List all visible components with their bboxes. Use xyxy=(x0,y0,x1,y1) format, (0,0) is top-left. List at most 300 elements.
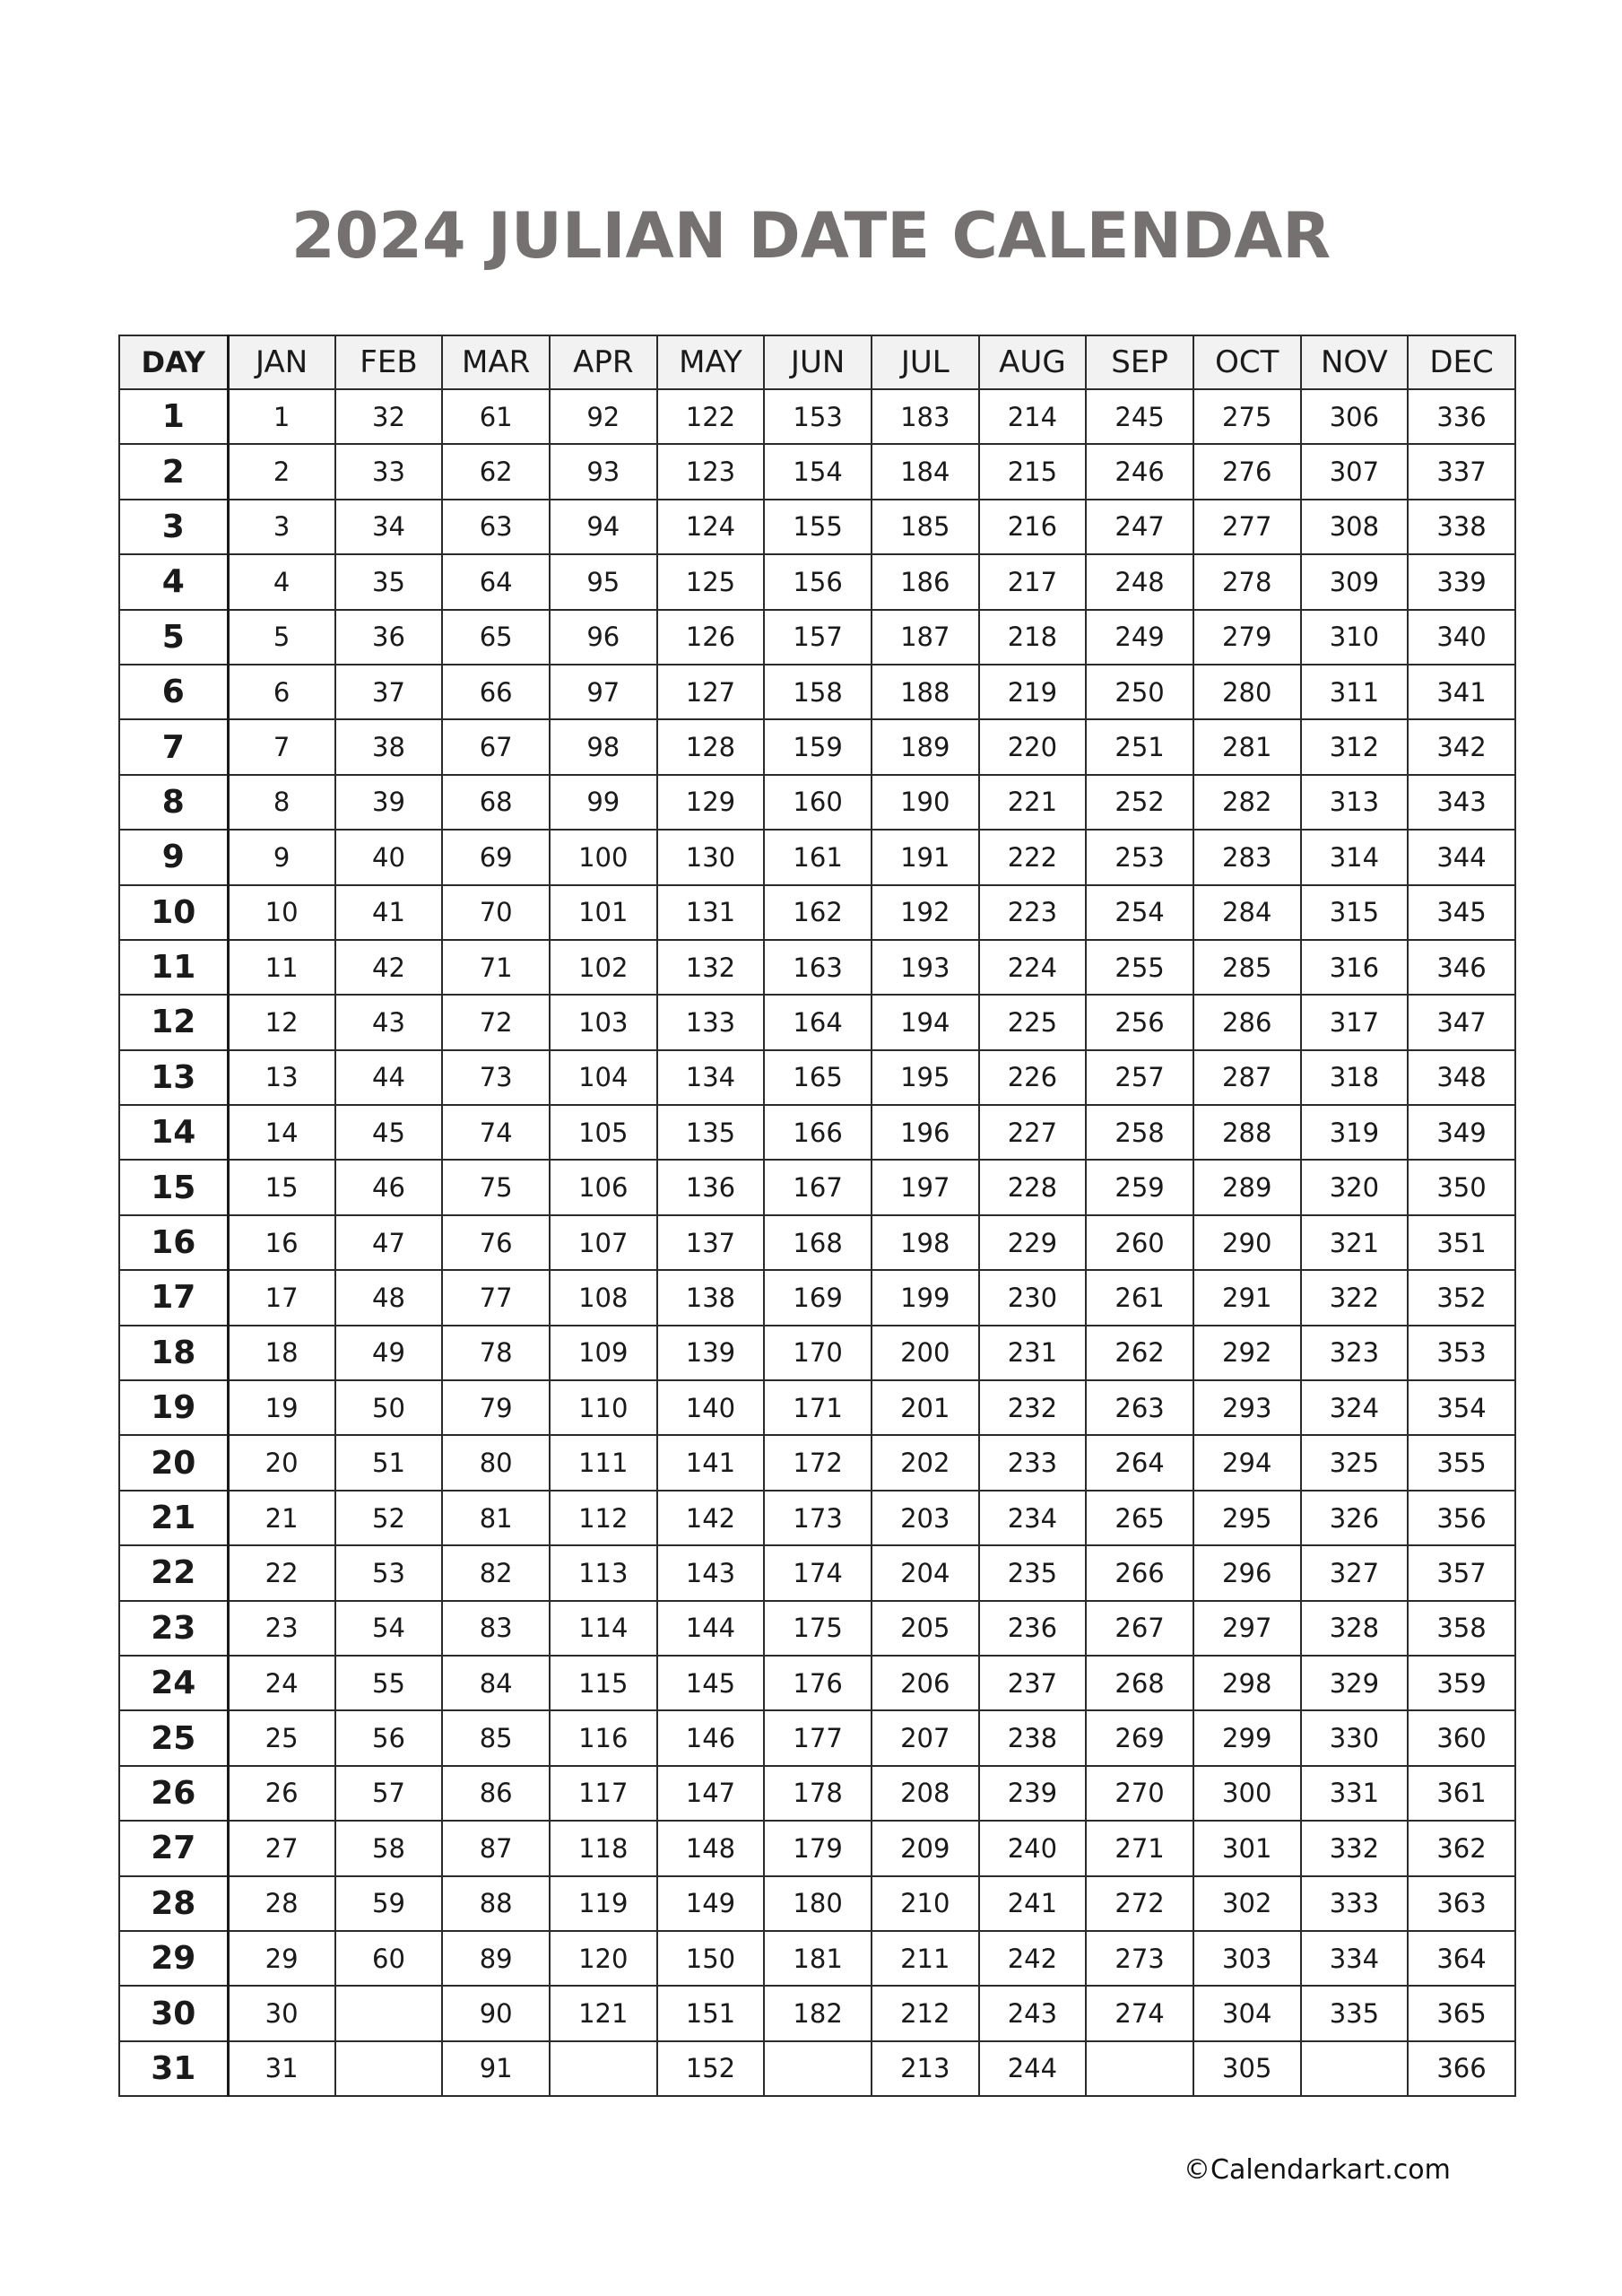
julian-cell: 62 xyxy=(442,444,550,499)
julian-cell: 327 xyxy=(1301,1545,1409,1600)
day-number: 26 xyxy=(119,1766,228,1821)
julian-cell: 82 xyxy=(442,1545,550,1600)
julian-cell: 208 xyxy=(872,1766,979,1821)
julian-cell: 196 xyxy=(872,1105,979,1160)
julian-cell: 286 xyxy=(1193,995,1301,1049)
julian-cell: 240 xyxy=(979,1821,1087,1875)
julian-cell: 129 xyxy=(657,775,765,830)
julian-cell: 170 xyxy=(764,1326,872,1380)
julian-cell: 61 xyxy=(442,389,550,444)
julian-cell: 232 xyxy=(979,1380,1087,1435)
julian-cell: 107 xyxy=(550,1215,657,1270)
julian-date-table xyxy=(118,335,1516,2097)
julian-cell: 210 xyxy=(872,1876,979,1931)
table-row xyxy=(119,1160,1515,1214)
julian-cell: 1 xyxy=(228,389,335,444)
julian-cell: 266 xyxy=(1086,1545,1193,1600)
julian-cell: 167 xyxy=(764,1160,872,1214)
day-number: 1 xyxy=(119,389,228,444)
julian-cell: 321 xyxy=(1301,1215,1409,1270)
julian-cell: 115 xyxy=(550,1656,657,1710)
julian-cell: 171 xyxy=(764,1380,872,1435)
julian-cell: 41 xyxy=(335,885,443,940)
month-header-aug: AUG xyxy=(979,335,1087,389)
julian-cell: 99 xyxy=(550,775,657,830)
table-row xyxy=(119,1435,1515,1490)
julian-cell: 118 xyxy=(550,1821,657,1875)
julian-cell: 326 xyxy=(1301,1491,1409,1545)
julian-cell: 300 xyxy=(1193,1766,1301,1821)
julian-cell: 291 xyxy=(1193,1270,1301,1325)
julian-cell: 68 xyxy=(442,775,550,830)
julian-cell: 27 xyxy=(228,1821,335,1875)
julian-cell: 254 xyxy=(1086,885,1193,940)
julian-cell: 241 xyxy=(979,1876,1087,1931)
julian-cell: 166 xyxy=(764,1105,872,1160)
table-row xyxy=(119,444,1515,499)
julian-cell: 145 xyxy=(657,1656,765,1710)
julian-cell: 332 xyxy=(1301,1821,1409,1875)
julian-cell: 91 xyxy=(442,2041,550,2096)
julian-cell: 219 xyxy=(979,665,1087,719)
julian-cell: 352 xyxy=(1408,1270,1515,1325)
julian-cell: 285 xyxy=(1193,940,1301,995)
table-row xyxy=(119,885,1515,940)
julian-cell: 112 xyxy=(550,1491,657,1545)
day-number: 16 xyxy=(119,1215,228,1270)
julian-cell: 318 xyxy=(1301,1050,1409,1105)
julian-cell: 313 xyxy=(1301,775,1409,830)
julian-cell: 42 xyxy=(335,940,443,995)
julian-cell: 132 xyxy=(657,940,765,995)
julian-cell: 165 xyxy=(764,1050,872,1105)
day-number: 13 xyxy=(119,1050,228,1105)
julian-cell: 269 xyxy=(1086,1710,1193,1765)
julian-cell: 152 xyxy=(657,2041,765,2096)
table-row xyxy=(119,1931,1515,1986)
julian-cell: 298 xyxy=(1193,1656,1301,1710)
julian-cell: 119 xyxy=(550,1876,657,1931)
julian-cell: 252 xyxy=(1086,775,1193,830)
julian-cell: 243 xyxy=(979,1986,1087,2040)
table-row xyxy=(119,554,1515,609)
julian-cell: 223 xyxy=(979,885,1087,940)
julian-cell: 20 xyxy=(228,1435,335,1490)
table-row xyxy=(119,1710,1515,1765)
julian-cell: 151 xyxy=(657,1986,765,2040)
julian-cell: 273 xyxy=(1086,1931,1193,1986)
julian-cell: 52 xyxy=(335,1491,443,1545)
julian-cell: 182 xyxy=(764,1986,872,2040)
julian-cell xyxy=(335,1986,443,2040)
julian-cell: 150 xyxy=(657,1931,765,1986)
julian-cell: 180 xyxy=(764,1876,872,1931)
julian-cell: 56 xyxy=(335,1710,443,1765)
julian-cell: 364 xyxy=(1408,1931,1515,1986)
table-row xyxy=(119,940,1515,995)
julian-cell: 312 xyxy=(1301,719,1409,774)
julian-cell: 319 xyxy=(1301,1105,1409,1160)
day-number: 19 xyxy=(119,1380,228,1435)
julian-cell: 81 xyxy=(442,1491,550,1545)
julian-cell: 79 xyxy=(442,1380,550,1435)
julian-cell: 366 xyxy=(1408,2041,1515,2096)
julian-cell: 90 xyxy=(442,1986,550,2040)
julian-cell: 116 xyxy=(550,1710,657,1765)
julian-cell: 365 xyxy=(1408,1986,1515,2040)
julian-cell: 301 xyxy=(1193,1821,1301,1875)
julian-cell: 163 xyxy=(764,940,872,995)
table-row xyxy=(119,719,1515,774)
month-header-dec: DEC xyxy=(1408,335,1515,389)
julian-cell: 80 xyxy=(442,1435,550,1490)
julian-cell: 302 xyxy=(1193,1876,1301,1931)
julian-cell: 360 xyxy=(1408,1710,1515,1765)
julian-cell: 278 xyxy=(1193,554,1301,609)
julian-cell: 250 xyxy=(1086,665,1193,719)
julian-cell: 304 xyxy=(1193,1986,1301,2040)
julian-cell: 89 xyxy=(442,1931,550,1986)
table-body xyxy=(119,389,1515,2096)
julian-cell: 184 xyxy=(872,444,979,499)
copyright-footer: ©Calendarkart.com xyxy=(1184,2154,1451,2186)
julian-cell: 261 xyxy=(1086,1270,1193,1325)
julian-cell: 108 xyxy=(550,1270,657,1325)
julian-cell: 253 xyxy=(1086,830,1193,884)
julian-cell: 215 xyxy=(979,444,1087,499)
julian-cell: 173 xyxy=(764,1491,872,1545)
day-number: 4 xyxy=(119,554,228,609)
julian-cell: 45 xyxy=(335,1105,443,1160)
julian-cell: 283 xyxy=(1193,830,1301,884)
day-number: 2 xyxy=(119,444,228,499)
julian-cell: 126 xyxy=(657,610,765,665)
julian-cell: 230 xyxy=(979,1270,1087,1325)
table-row xyxy=(119,1491,1515,1545)
day-number: 12 xyxy=(119,995,228,1049)
julian-cell: 320 xyxy=(1301,1160,1409,1214)
julian-cell: 177 xyxy=(764,1710,872,1765)
julian-cell: 263 xyxy=(1086,1380,1193,1435)
julian-cell: 22 xyxy=(228,1545,335,1600)
julian-cell: 159 xyxy=(764,719,872,774)
julian-cell: 262 xyxy=(1086,1326,1193,1380)
julian-cell: 290 xyxy=(1193,1215,1301,1270)
julian-cell: 146 xyxy=(657,1710,765,1765)
table-row xyxy=(119,1986,1515,2040)
julian-cell: 178 xyxy=(764,1766,872,1821)
julian-cell: 225 xyxy=(979,995,1087,1049)
julian-cell: 303 xyxy=(1193,1931,1301,1986)
julian-cell: 324 xyxy=(1301,1380,1409,1435)
julian-cell: 260 xyxy=(1086,1215,1193,1270)
julian-cell: 100 xyxy=(550,830,657,884)
day-number: 9 xyxy=(119,830,228,884)
julian-cell: 94 xyxy=(550,500,657,554)
julian-cell: 200 xyxy=(872,1326,979,1380)
julian-cell: 86 xyxy=(442,1766,550,1821)
julian-cell: 148 xyxy=(657,1821,765,1875)
day-number: 11 xyxy=(119,940,228,995)
table-row xyxy=(119,665,1515,719)
julian-cell: 338 xyxy=(1408,500,1515,554)
julian-cell: 359 xyxy=(1408,1656,1515,1710)
julian-cell: 33 xyxy=(335,444,443,499)
julian-cell: 249 xyxy=(1086,610,1193,665)
julian-cell: 212 xyxy=(872,1986,979,2040)
julian-cell: 279 xyxy=(1193,610,1301,665)
julian-cell: 271 xyxy=(1086,1821,1193,1875)
julian-cell: 158 xyxy=(764,665,872,719)
table-row xyxy=(119,2041,1515,2096)
julian-cell: 306 xyxy=(1301,389,1409,444)
julian-cell: 280 xyxy=(1193,665,1301,719)
julian-cell: 55 xyxy=(335,1656,443,1710)
julian-cell: 24 xyxy=(228,1656,335,1710)
table-row xyxy=(119,1380,1515,1435)
julian-cell: 272 xyxy=(1086,1876,1193,1931)
table-row xyxy=(119,1545,1515,1600)
julian-cell: 85 xyxy=(442,1710,550,1765)
julian-cell: 25 xyxy=(228,1710,335,1765)
julian-cell: 54 xyxy=(335,1601,443,1656)
month-header-oct: OCT xyxy=(1193,335,1301,389)
julian-cell: 19 xyxy=(228,1380,335,1435)
julian-cell: 239 xyxy=(979,1766,1087,1821)
julian-cell: 105 xyxy=(550,1105,657,1160)
table-header-row xyxy=(119,335,1515,389)
julian-cell: 307 xyxy=(1301,444,1409,499)
julian-cell: 155 xyxy=(764,500,872,554)
julian-cell: 211 xyxy=(872,1931,979,1986)
table-row xyxy=(119,1105,1515,1160)
julian-cell xyxy=(335,2041,443,2096)
julian-cell: 218 xyxy=(979,610,1087,665)
julian-cell: 130 xyxy=(657,830,765,884)
julian-cell: 270 xyxy=(1086,1766,1193,1821)
julian-cell: 174 xyxy=(764,1545,872,1600)
julian-cell: 38 xyxy=(335,719,443,774)
julian-cell: 299 xyxy=(1193,1710,1301,1765)
julian-cell: 53 xyxy=(335,1545,443,1600)
julian-cell: 323 xyxy=(1301,1326,1409,1380)
julian-cell: 65 xyxy=(442,610,550,665)
julian-cell: 346 xyxy=(1408,940,1515,995)
julian-cell: 103 xyxy=(550,995,657,1049)
julian-cell: 13 xyxy=(228,1050,335,1105)
julian-cell: 58 xyxy=(335,1821,443,1875)
julian-cell: 43 xyxy=(335,995,443,1049)
julian-cell: 202 xyxy=(872,1435,979,1490)
julian-cell: 294 xyxy=(1193,1435,1301,1490)
julian-cell: 131 xyxy=(657,885,765,940)
julian-cell: 282 xyxy=(1193,775,1301,830)
julian-cell: 356 xyxy=(1408,1491,1515,1545)
julian-cell: 345 xyxy=(1408,885,1515,940)
julian-cell: 355 xyxy=(1408,1435,1515,1490)
julian-cell: 75 xyxy=(442,1160,550,1214)
julian-cell: 267 xyxy=(1086,1601,1193,1656)
julian-cell: 334 xyxy=(1301,1931,1409,1986)
julian-cell: 248 xyxy=(1086,554,1193,609)
julian-cell: 268 xyxy=(1086,1656,1193,1710)
julian-cell: 213 xyxy=(872,2041,979,2096)
day-number: 10 xyxy=(119,885,228,940)
julian-cell: 12 xyxy=(228,995,335,1049)
julian-cell: 162 xyxy=(764,885,872,940)
julian-cell: 15 xyxy=(228,1160,335,1214)
julian-cell: 67 xyxy=(442,719,550,774)
day-number: 20 xyxy=(119,1435,228,1490)
julian-cell: 47 xyxy=(335,1215,443,1270)
julian-cell: 120 xyxy=(550,1931,657,1986)
julian-cell: 293 xyxy=(1193,1380,1301,1435)
page-title: 2024 JULIAN DATE CALENDAR xyxy=(291,199,1331,273)
julian-cell: 164 xyxy=(764,995,872,1049)
julian-cell: 93 xyxy=(550,444,657,499)
julian-cell: 361 xyxy=(1408,1766,1515,1821)
julian-cell: 31 xyxy=(228,2041,335,2096)
month-header-may: MAY xyxy=(657,335,765,389)
julian-cell: 87 xyxy=(442,1821,550,1875)
julian-cell: 8 xyxy=(228,775,335,830)
julian-cell: 186 xyxy=(872,554,979,609)
table-row xyxy=(119,1656,1515,1710)
julian-cell: 84 xyxy=(442,1656,550,1710)
julian-cell: 70 xyxy=(442,885,550,940)
julian-cell: 50 xyxy=(335,1380,443,1435)
julian-cell: 325 xyxy=(1301,1435,1409,1490)
month-header-feb: FEB xyxy=(335,335,443,389)
table-row xyxy=(119,1821,1515,1875)
day-number: 17 xyxy=(119,1270,228,1325)
table-row xyxy=(119,1766,1515,1821)
julian-cell: 341 xyxy=(1408,665,1515,719)
julian-cell: 144 xyxy=(657,1601,765,1656)
julian-cell: 21 xyxy=(228,1491,335,1545)
julian-cell: 335 xyxy=(1301,1986,1409,2040)
julian-cell: 4 xyxy=(228,554,335,609)
julian-cell: 216 xyxy=(979,500,1087,554)
julian-cell: 121 xyxy=(550,1986,657,2040)
month-header-sep: SEP xyxy=(1086,335,1193,389)
julian-cell: 255 xyxy=(1086,940,1193,995)
day-number: 22 xyxy=(119,1545,228,1600)
julian-cell: 77 xyxy=(442,1270,550,1325)
julian-cell: 245 xyxy=(1086,389,1193,444)
julian-cell: 203 xyxy=(872,1491,979,1545)
table-row xyxy=(119,995,1515,1049)
julian-cell: 175 xyxy=(764,1601,872,1656)
julian-cell: 265 xyxy=(1086,1491,1193,1545)
julian-cell: 37 xyxy=(335,665,443,719)
day-number: 18 xyxy=(119,1326,228,1380)
table-row xyxy=(119,1876,1515,1931)
julian-cell: 97 xyxy=(550,665,657,719)
julian-cell: 183 xyxy=(872,389,979,444)
julian-cell: 9 xyxy=(228,830,335,884)
julian-cell: 127 xyxy=(657,665,765,719)
julian-cell: 73 xyxy=(442,1050,550,1105)
day-number: 28 xyxy=(119,1876,228,1931)
julian-cell: 221 xyxy=(979,775,1087,830)
julian-cell: 348 xyxy=(1408,1050,1515,1105)
julian-cell: 140 xyxy=(657,1380,765,1435)
julian-cell: 14 xyxy=(228,1105,335,1160)
julian-cell: 222 xyxy=(979,830,1087,884)
julian-cell: 344 xyxy=(1408,830,1515,884)
table-row xyxy=(119,1601,1515,1656)
julian-cell: 66 xyxy=(442,665,550,719)
julian-cell: 228 xyxy=(979,1160,1087,1214)
julian-cell: 125 xyxy=(657,554,765,609)
julian-cell: 189 xyxy=(872,719,979,774)
julian-cell: 329 xyxy=(1301,1656,1409,1710)
julian-cell: 190 xyxy=(872,775,979,830)
julian-cell: 123 xyxy=(657,444,765,499)
day-number: 21 xyxy=(119,1491,228,1545)
julian-cell: 328 xyxy=(1301,1601,1409,1656)
julian-cell: 137 xyxy=(657,1215,765,1270)
julian-cell: 336 xyxy=(1408,389,1515,444)
julian-cell: 179 xyxy=(764,1821,872,1875)
julian-cell: 343 xyxy=(1408,775,1515,830)
julian-cell: 176 xyxy=(764,1656,872,1710)
julian-cell: 76 xyxy=(442,1215,550,1270)
julian-cell: 83 xyxy=(442,1601,550,1656)
julian-cell: 154 xyxy=(764,444,872,499)
julian-cell: 169 xyxy=(764,1270,872,1325)
julian-cell: 340 xyxy=(1408,610,1515,665)
julian-cell: 117 xyxy=(550,1766,657,1821)
julian-cell: 133 xyxy=(657,995,765,1049)
julian-cell: 362 xyxy=(1408,1821,1515,1875)
table-row xyxy=(119,389,1515,444)
julian-cell: 10 xyxy=(228,885,335,940)
julian-cell: 29 xyxy=(228,1931,335,1986)
table-row xyxy=(119,1050,1515,1105)
day-number: 24 xyxy=(119,1656,228,1710)
julian-cell: 256 xyxy=(1086,995,1193,1049)
julian-cell: 168 xyxy=(764,1215,872,1270)
julian-cell: 198 xyxy=(872,1215,979,1270)
julian-cell: 193 xyxy=(872,940,979,995)
julian-cell: 204 xyxy=(872,1545,979,1600)
julian-cell: 71 xyxy=(442,940,550,995)
julian-cell: 275 xyxy=(1193,389,1301,444)
julian-cell: 44 xyxy=(335,1050,443,1105)
julian-cell xyxy=(1301,2041,1409,2096)
julian-cell: 288 xyxy=(1193,1105,1301,1160)
month-header-apr: APR xyxy=(550,335,657,389)
julian-cell: 351 xyxy=(1408,1215,1515,1270)
table-row xyxy=(119,500,1515,554)
julian-cell: 297 xyxy=(1193,1601,1301,1656)
julian-cell: 292 xyxy=(1193,1326,1301,1380)
julian-cell: 311 xyxy=(1301,665,1409,719)
day-number: 29 xyxy=(119,1931,228,1986)
julian-cell: 139 xyxy=(657,1326,765,1380)
julian-cell: 74 xyxy=(442,1105,550,1160)
julian-cell: 114 xyxy=(550,1601,657,1656)
day-number: 6 xyxy=(119,665,228,719)
julian-cell: 60 xyxy=(335,1931,443,1986)
julian-cell: 197 xyxy=(872,1160,979,1214)
julian-cell: 98 xyxy=(550,719,657,774)
julian-cell: 205 xyxy=(872,1601,979,1656)
day-number: 31 xyxy=(119,2041,228,2096)
julian-cell: 296 xyxy=(1193,1545,1301,1600)
